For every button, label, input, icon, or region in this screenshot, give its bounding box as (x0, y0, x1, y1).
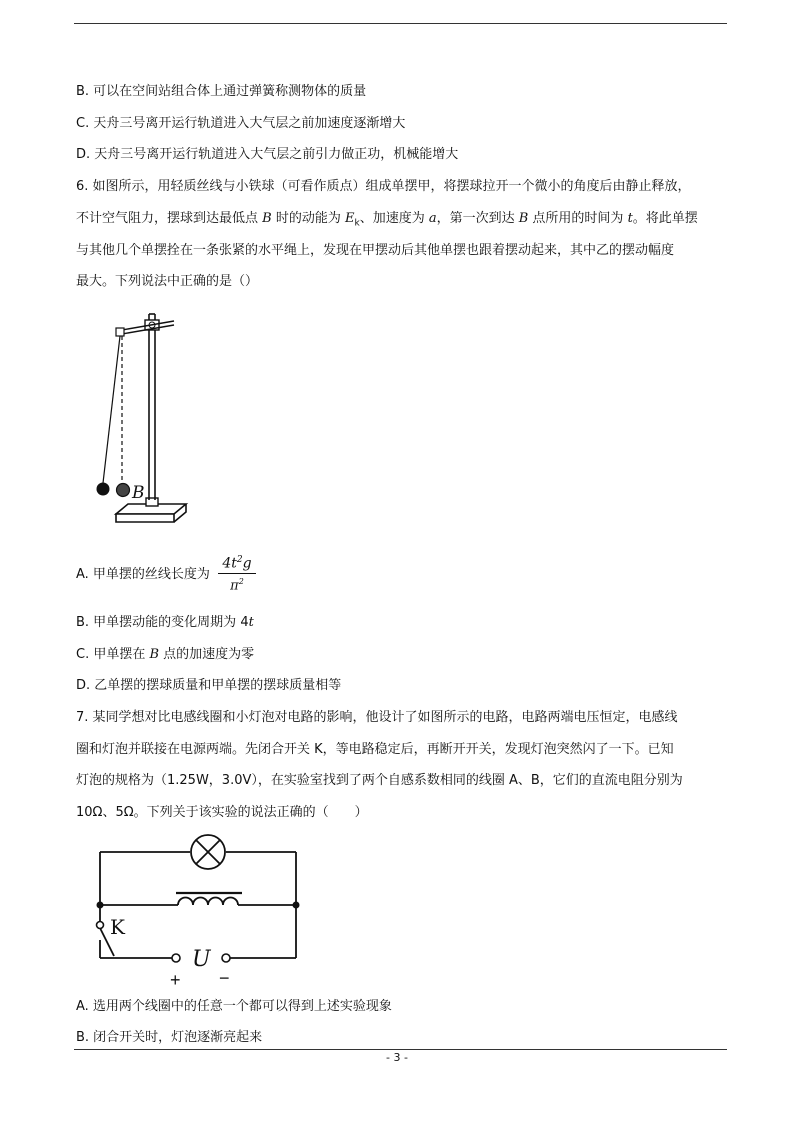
q6-stem-line-3: 与其他几个单摆拴在一条张紧的水平绳上，发现在甲摆动后其他单摆也跟着摆动起来，其中乙的摆动幅度 (76, 243, 675, 258)
fraction-formula (218, 552, 256, 593)
q7-stem-line-1: 7. 某同学想对比电感线圈和小灯泡对电路的影响，他设计了如图所示的电路，电路两端电压恒定，电感线 (76, 710, 678, 725)
q6-option-b (76, 614, 254, 632)
var-E: E (344, 211, 355, 226)
q6-option-a: A. 甲单摆的丝线长度为 (76, 567, 210, 582)
footer-rule (74, 1049, 727, 1050)
voltage-u-label: U (192, 947, 211, 972)
text: ，第一次到达 (436, 211, 519, 226)
num-g: g (242, 555, 252, 572)
point-b-label: B (132, 483, 145, 503)
inductor-coil (178, 898, 238, 906)
text: 。将此单摆 (632, 211, 698, 226)
q5-option-c: C. 天舟三号离开运行轨道进入大气层之前加速度逐渐增大 (76, 116, 406, 131)
text: C. 甲单摆在 (76, 647, 150, 662)
q7-stem-line-2: 圈和灯泡并联接在电源两端。先闭合开关 K，等电路稳定后，再断开开关，发现灯泡突然闪了一下。已知 (76, 742, 674, 757)
q6-option-c (76, 646, 254, 664)
header-rule (74, 23, 727, 24)
den-sup: 2 (238, 576, 244, 586)
q7-option-a: A. 选用两个线圈中的任意一个都可以得到上述实验现象 (76, 999, 392, 1014)
fraction-denominator (218, 574, 256, 593)
switch-contact (97, 922, 104, 929)
sub-k: k (354, 218, 360, 229)
num-4t: 4t (222, 555, 237, 572)
q5-option-d: D. 天舟三号离开运行轨道进入大气层之前引力做正功，机械能增大 (76, 147, 459, 162)
var-t: t (627, 211, 633, 226)
q6-stem-line-2 (76, 210, 698, 233)
q6-stem-line-1: 6. 如图所示，用轻质丝线与小铁球（可看作质点）组成单摆甲，将摆球拉开一个微小的角度后由静止释放， (76, 179, 691, 194)
var-B: B (262, 211, 272, 226)
text: 点所用的时间为 (528, 211, 628, 226)
page-number: - 3 - (386, 1051, 408, 1064)
plus-sign: + (170, 970, 181, 990)
q6-option-d: D. 乙单摆的摆球质量和甲单摆的摆球质量相等 (76, 678, 342, 693)
var-B: B (518, 211, 529, 226)
switch-k-label: K (110, 915, 125, 939)
q6-stem-line-4: 最大。下列说法中正确的是（） (76, 274, 259, 289)
q5-option-b: B. 可以在空间站组合体上通过弹簧称测物体的质量 (76, 84, 367, 99)
q7-option-b: B. 闭合开关时，灯泡逐渐亮起来 (76, 1030, 263, 1045)
q7-stem-line-4: 10Ω、5Ω。下列关于该实验的说法正确的（ ） (76, 805, 368, 820)
var-t: t (248, 615, 254, 630)
fraction-numerator (218, 552, 256, 574)
var-a: a (428, 211, 437, 226)
text: 、加速度为 (359, 211, 429, 226)
text: 时的动能为 (271, 211, 345, 226)
minus-sign: − (219, 968, 230, 988)
var-B: B (149, 647, 160, 662)
text: 点的加速度为零 (159, 647, 255, 662)
text: B. 甲单摆动能的变化周期为 4 (76, 615, 249, 630)
den-pi: π (230, 577, 239, 593)
text: 不计空气阻力，摆球到达最低点 (76, 211, 263, 226)
q7-stem-line-3: 灯泡的规格为（1.25W，3.0V），在实验室找到了两个自感系数相同的线圈 A、B，它们的直流电阻分别为 (76, 773, 683, 788)
circuit-figure (90, 830, 310, 990)
num-sup: 2 (236, 555, 243, 565)
pendulum-figure (94, 308, 194, 538)
